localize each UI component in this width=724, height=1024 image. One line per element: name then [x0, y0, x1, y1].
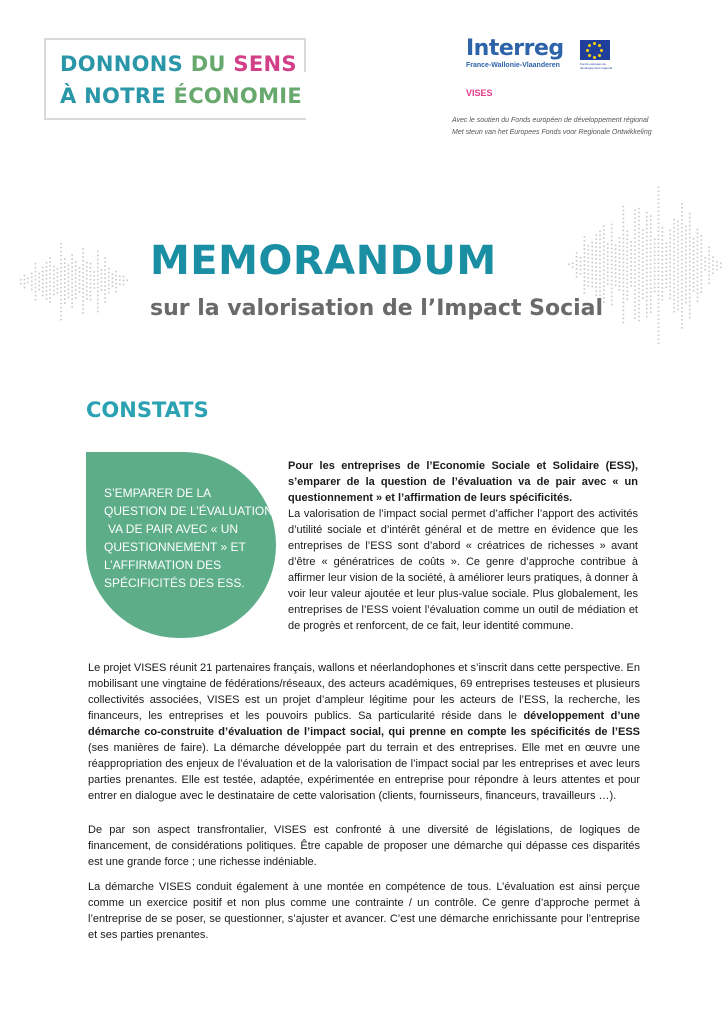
section-title-constats: CONSTATS	[86, 398, 209, 422]
slogan-word: DU	[190, 52, 234, 76]
brand-slogan-box	[44, 38, 306, 120]
paragraph-text: Le projet VISES réunit 21 partenaires français, wallons et néerlandophones et s’inscrit dans cette perspective. En mobilisant une vingtaine de fédérations/réseaux, des acteurs académiques, 69 entreprises testeuses et plusieurs collectivités associées, VISES est un projet d’ampleur légitime pour les acteurs de l’ESS, la recherche, les financeurs, les entreprises et les pouvoirs publics. Sa particularité réside dans le	[88, 662, 640, 722]
interreg-wordmark: Interreg	[466, 36, 564, 61]
callout-line: QUESTIONNEMENT » ET	[104, 540, 246, 554]
highlight-callout	[86, 452, 276, 638]
support-fr: Avec le soutien du Fonds européen de développement régional	[452, 117, 649, 124]
intro-paragraph	[288, 458, 638, 634]
paragraph-skills: La démarche VISES conduit également à une montée en compétence de tous. L’évaluation est ainsi perçue comme un exercice positif et non plus comme une contrainte / un contrôle. Ce genre d’approche permet à l’entreprise de se poser, se questionner, s’ajuster et avancer. C’est une démarche enrichissante pour l’entreprise et ses parties prenantes.	[88, 881, 640, 941]
slogan-word: SENS	[233, 52, 297, 76]
slogan-line-2	[60, 84, 302, 108]
callout-line: SPÉCIFICITÉS DES ESS.	[104, 576, 245, 590]
intro-body: La valorisation de l’impact social permet d’afficher l’apport des activités d’utilité sociale et d’intérêt général et de mettre en évidence que les entreprises de l’ESS sont d’abord « créatrices de richesses » avant d’être « génératrices de coûts ». Ce genre d’approche contribue à affirmer leur vision de la société, à améliorer leurs pratiques, à donner à voir leur valeur ajoutée et leur plus-value sociale. Plus globalement, les entreprises de l’ESS voient l’évaluation comme un outil de médiation et de progrès et renforcent, de ce fait, leur identité commune.	[288, 508, 638, 632]
paragraph-crossborder: De par son aspect transfrontalier, VISES est confronté à une diversité de législations, de logiques de financement, de considérations politiques. Être capable de proposer une démarche qui dépasse ces disparités est une grande force ; une richesse indéniable.	[88, 824, 640, 868]
eu-flag-icon	[580, 40, 610, 60]
callout-text	[104, 484, 274, 592]
slogan-word: DONNONS	[60, 52, 191, 76]
eu-fund-caption: Fonds européen de développement régional	[580, 62, 613, 70]
slogan-line-1	[60, 52, 297, 76]
paragraph-project	[88, 660, 640, 804]
callout-line: VA DE PAIR AVEC « UN	[108, 522, 239, 536]
interreg-region: France-Wallonie-Vlaanderen	[466, 62, 560, 69]
project-name: VISES	[466, 88, 493, 98]
waveform-right-decoration	[568, 180, 724, 350]
slogan-word: ÉCONOMIE	[173, 84, 303, 108]
page-subtitle: sur la valorisation de l’Impact Social	[150, 296, 604, 321]
callout-line: S’EMPARER DE LA	[104, 486, 212, 500]
intro-lead: Pour les entreprises de l’Economie Sociale et Solidaire (ESS), s’emparer de la question de l’évaluation va de pair avec « un questionnement » et l’affirmation de leurs spécificités.	[288, 460, 638, 504]
callout-line: L’AFFIRMATION DES	[104, 558, 222, 572]
page-title: MEMORANDUM	[150, 238, 497, 284]
slogan-word: À NOTRE	[60, 84, 174, 108]
paragraph-emphasis: développement d’une démarche co-construite d’évaluation de l’impact social, qui prenne en compte les spécificités de l’ESS	[88, 710, 640, 738]
funding-support-text	[452, 115, 652, 139]
support-nl: Met steun van het Europees Fonds voor Regionale Ontwikkeling	[452, 129, 652, 136]
interreg-logo	[466, 36, 612, 90]
paragraph-text: (ses manières de faire). La démarche développée part du terrain et des entreprises. Elle met en œuvre une réappropriation des enjeux de l’évaluation et de la valorisation de l’impact social par les entreprises et avec leurs parties prenantes. Elle est testée, adaptée, expérimentée en entreprise pour répondre à leurs attentes et pour entrer en dialogue avec le destinataire de cette valorisation (clients, fournisseurs, financeurs, travailleurs …).	[88, 742, 640, 802]
waveform-left-decoration	[20, 238, 130, 324]
callout-line: QUESTION DE L’ÉVALUATION	[104, 504, 273, 518]
